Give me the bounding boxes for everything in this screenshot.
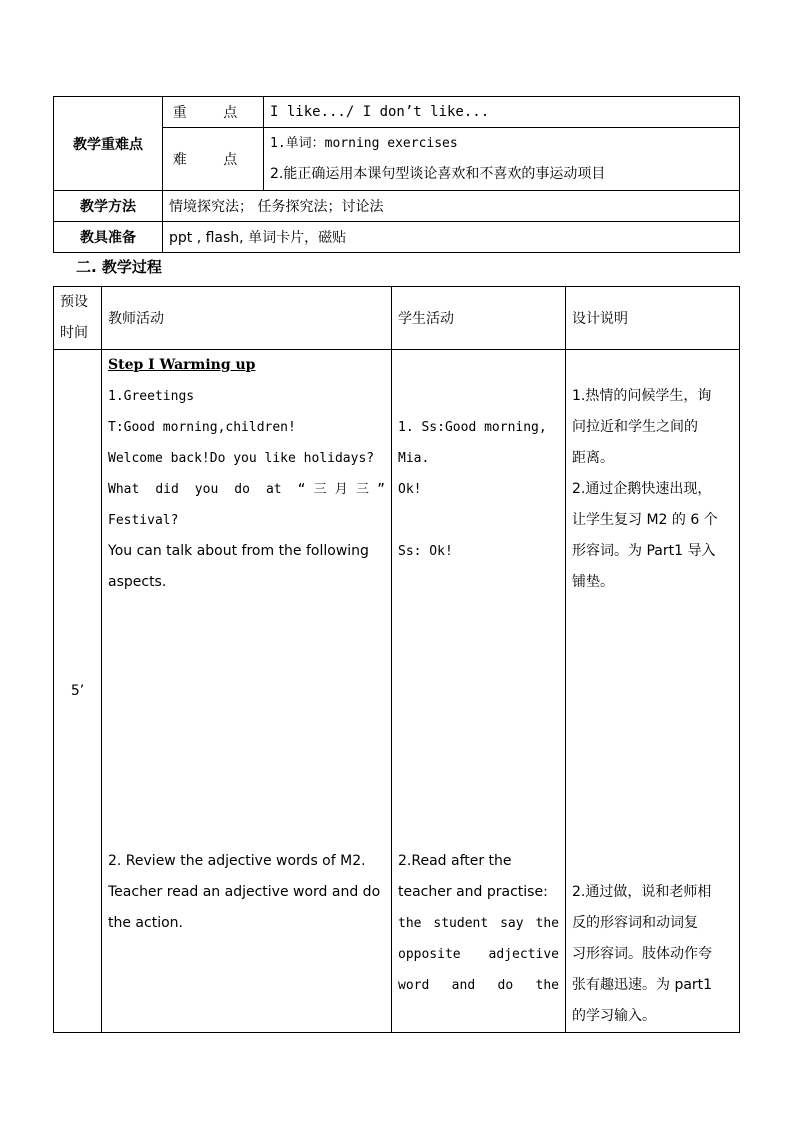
method-value: 情境探究法； 任务探究法；讨论法 xyxy=(163,191,740,222)
teacher-activity-cell xyxy=(102,350,392,1033)
design-line: 张有趣迅速。为 part1 xyxy=(572,977,713,993)
step-title: Step I Warming up xyxy=(108,357,256,373)
method-label: 教学方法 xyxy=(54,191,163,222)
student-line: Ok! xyxy=(398,482,422,497)
design-line: 的学习输入。 xyxy=(572,1008,656,1024)
difficult-point-cell xyxy=(264,128,740,191)
key-point-value: I like.../ I don’t like... xyxy=(264,97,740,128)
key-points-table xyxy=(53,96,740,253)
header-student: 学生活动 xyxy=(392,287,566,350)
student-line: word and do the xyxy=(398,978,559,993)
teacher-line: What did you do at “三月三” xyxy=(108,482,385,497)
difficult-point-2: 2.能正确运用本课句型谈论喜欢和不喜欢的事运动项目 xyxy=(270,166,606,182)
design-line: 1.热情的问候学生，询 xyxy=(572,388,712,404)
student-line: teacher and practise: xyxy=(398,884,548,900)
teacher-line: Welcome back!Do you like holidays? xyxy=(108,451,375,466)
teacher-line: Teacher read an adjective word and do xyxy=(108,884,381,900)
header-time xyxy=(54,287,102,350)
difficult-point-1: 1.单词：morning exercises xyxy=(270,136,458,151)
key-difficult-label: 教学重难点 xyxy=(54,97,163,191)
design-line: 习形容词。肢体动作夸 xyxy=(572,946,712,962)
student-line: the student say the xyxy=(398,916,559,931)
header-time-line-1: 预设 xyxy=(60,294,88,310)
teacher-line: 1.Greetings xyxy=(108,389,195,404)
teacher-line: 2. Review the adjective words of M2. xyxy=(108,853,366,869)
tools-label: 教具准备 xyxy=(54,222,163,253)
teacher-line: aspects. xyxy=(108,574,167,590)
time-cell: 5’ xyxy=(54,350,102,1033)
header-teacher: 教师活动 xyxy=(102,287,392,350)
design-line: 2.通过企鹅快速出现， xyxy=(572,481,712,497)
design-line: 让学生复习 M2 的 6 个 xyxy=(572,512,718,528)
student-line: Ss: Ok! xyxy=(398,544,453,559)
tools-value: ppt , flash, 单词卡片，磁贴 xyxy=(163,222,740,253)
header-design: 设计说明 xyxy=(566,287,740,350)
design-line: 距离。 xyxy=(572,450,614,466)
student-line: Mia. xyxy=(398,451,430,466)
student-line: 1. Ss:Good morning, xyxy=(398,420,547,435)
design-line: 2.通过做，说和老师相 xyxy=(572,884,712,900)
header-time-line-2: 时间 xyxy=(60,325,88,341)
teacher-line: T:Good morning,children! xyxy=(108,420,296,435)
student-line: opposite adjective xyxy=(398,947,559,962)
student-line: 2.Read after the xyxy=(398,853,512,869)
design-line: 形容词。为 Part1 导入 xyxy=(572,543,716,559)
process-table xyxy=(53,286,740,1033)
design-line: 问拉近和学生之间的 xyxy=(572,419,698,435)
design-line: 反的形容词和动词复 xyxy=(572,915,698,931)
teacher-line: Festival? xyxy=(108,513,179,528)
teacher-line: the action. xyxy=(108,915,183,931)
section-title: 二. 教学过程 xyxy=(76,258,162,276)
design-line: 铺垫。 xyxy=(572,574,614,590)
student-activity-cell xyxy=(392,350,566,1033)
key-point-label: 重 点 xyxy=(163,97,264,128)
difficult-point-label: 难 点 xyxy=(163,128,264,191)
design-notes-cell xyxy=(566,350,740,1033)
teacher-line: You can talk about from the following xyxy=(108,543,369,559)
